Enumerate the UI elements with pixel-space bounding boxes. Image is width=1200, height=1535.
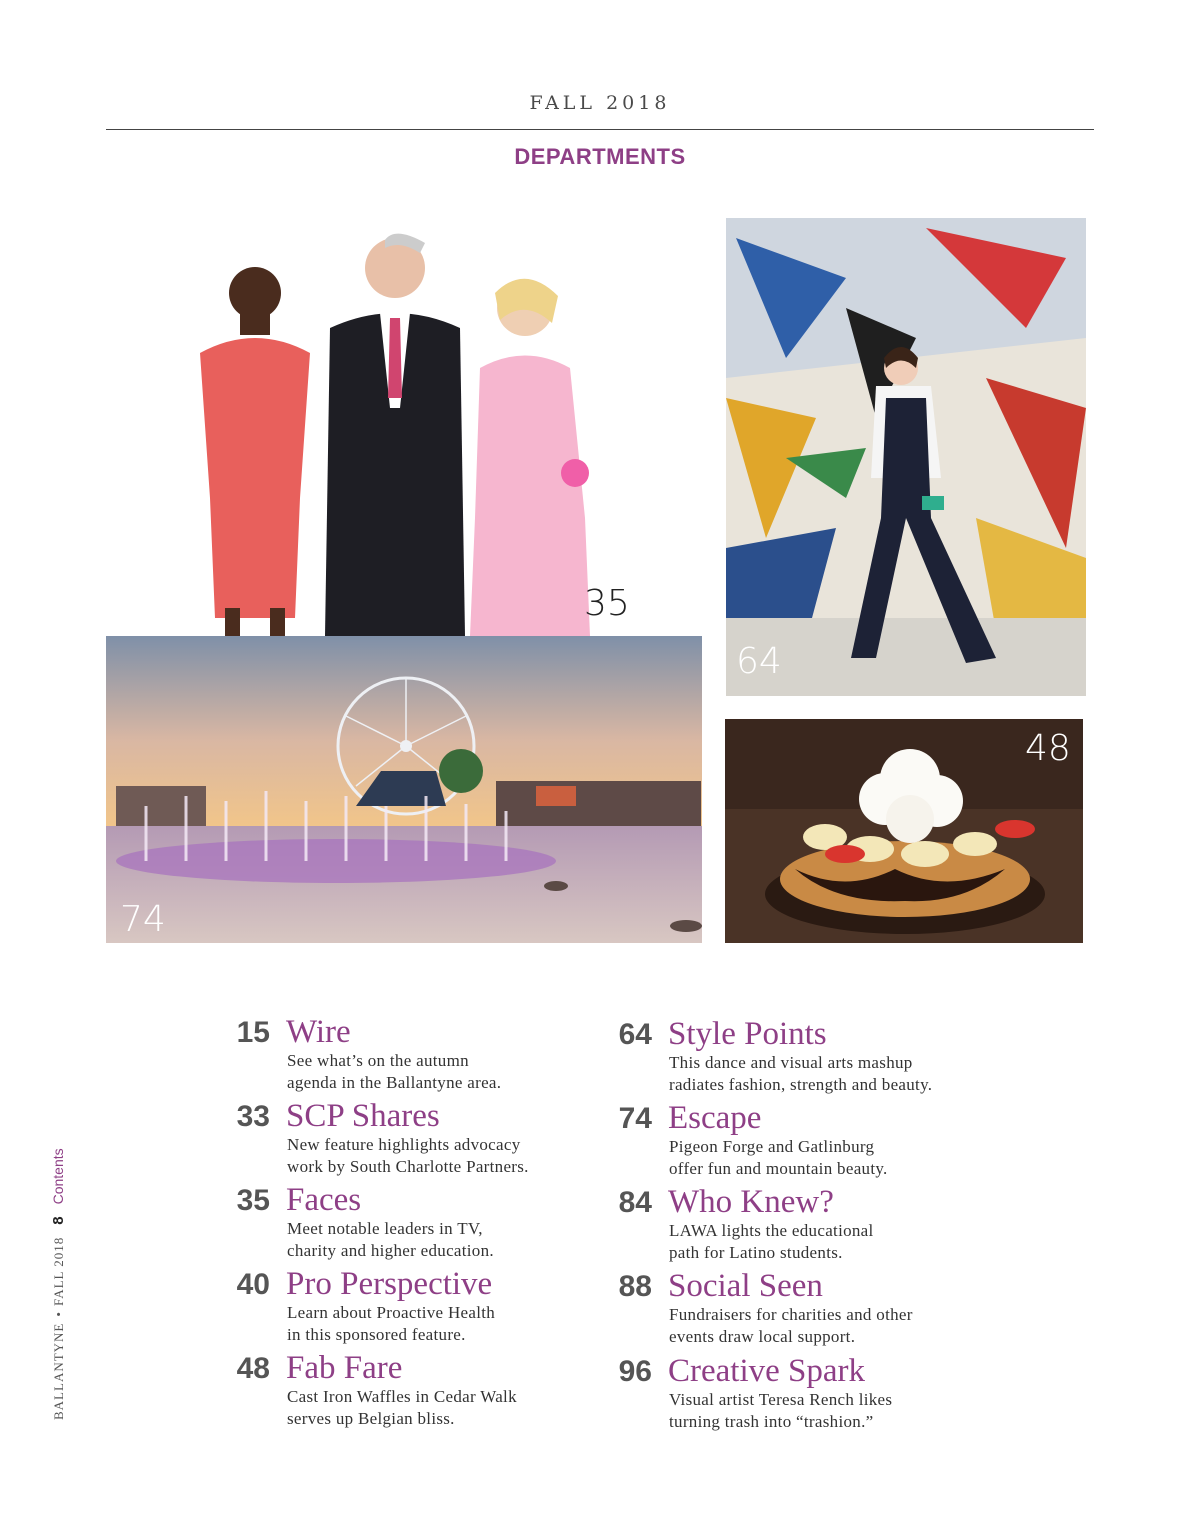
issue-season: FALL 2018 [529,92,671,114]
toc-entry-social-seen[interactable] [612,1270,992,1350]
toc-title: Creative Spark [668,1353,866,1389]
toc-page-number: 33 [236,1100,270,1133]
toc-page-number: 15 [236,1016,270,1049]
toc-entry-style-points[interactable] [612,1018,992,1098]
toc-page-number: 74 [618,1102,652,1135]
toc-page-number: 35 [236,1184,270,1217]
toc-title: Pro Perspective [286,1266,493,1302]
toc-entry-scp-shares[interactable] [230,1100,610,1180]
toc-description: Meet notable leaders in TV, charity and higher education. [287,1219,494,1260]
toc-title: Faces [286,1182,362,1218]
toc-title: SCP Shares [286,1098,440,1134]
toc-description: This dance and visual arts mashup radiates fashion, strength and beauty. [669,1053,933,1094]
toc-page-number: 48 [236,1352,270,1385]
escape-page-number: 74 [120,899,166,940]
faces-page-number: 35 [584,583,630,624]
toc-description: Pigeon Forge and Gatlinburg offer fun and mountain beauty. [669,1137,888,1178]
toc-entry-escape[interactable] [612,1102,992,1182]
toc-entry-who-knew[interactable] [612,1186,992,1266]
toc-entry-creative-spark[interactable] [612,1355,992,1435]
folio-publication: BALLANTYNE [51,1322,66,1420]
toc-entry-fab-fare[interactable] [230,1352,610,1432]
faces-photo [180,218,650,636]
toc-description: Learn about Proactive Health in this sponsored feature. [287,1303,496,1344]
toc-title: Style Points [668,1016,827,1052]
folio-season: FALL 2018 [51,1236,66,1307]
toc-page-number: 88 [618,1270,652,1303]
toc-description: See what’s on the autumn agenda in the Ballantyne area. [287,1051,502,1092]
toc-description: Visual artist Teresa Rench likes turning trash into “trashion.” [669,1390,893,1431]
toc-entry-wire[interactable] [230,1016,610,1096]
toc-entry-faces[interactable] [230,1184,610,1264]
toc-title: Escape [668,1100,762,1136]
toc-title: Who Knew? [668,1184,834,1220]
fare-page-number: 48 [1025,728,1071,769]
header-rule [106,129,1094,130]
toc-title: Fab Fare [286,1350,403,1386]
toc-description: Cast Iron Waffles in Cedar Walk serves up Belgian bliss. [287,1387,517,1428]
fare-photo [725,719,1083,943]
escape-photo [106,636,702,943]
section-heading: DEPARTMENTS [514,144,686,169]
toc-description: New feature highlights advocacy work by South Charlotte Partners. [287,1135,529,1176]
toc-entry-pro-perspective[interactable] [230,1268,610,1348]
style-page-number: 64 [736,641,782,682]
side-folio [50,1148,67,1420]
toc-page-number: 84 [618,1186,652,1219]
toc-title: Wire [286,1014,351,1050]
folio-separator: • [51,1312,66,1317]
toc-description: LAWA lights the educational path for Latino students. [669,1221,874,1262]
toc-page-number: 40 [236,1268,270,1301]
folio-section: Contents [50,1148,66,1205]
folio-page-number: 8 [50,1216,67,1225]
toc-description: Fundraisers for charities and other events draw local support. [669,1305,913,1346]
toc-page-number: 96 [618,1355,652,1388]
toc-page-number: 64 [618,1018,652,1051]
style-photo [726,218,1086,696]
toc-title: Social Seen [668,1268,823,1304]
